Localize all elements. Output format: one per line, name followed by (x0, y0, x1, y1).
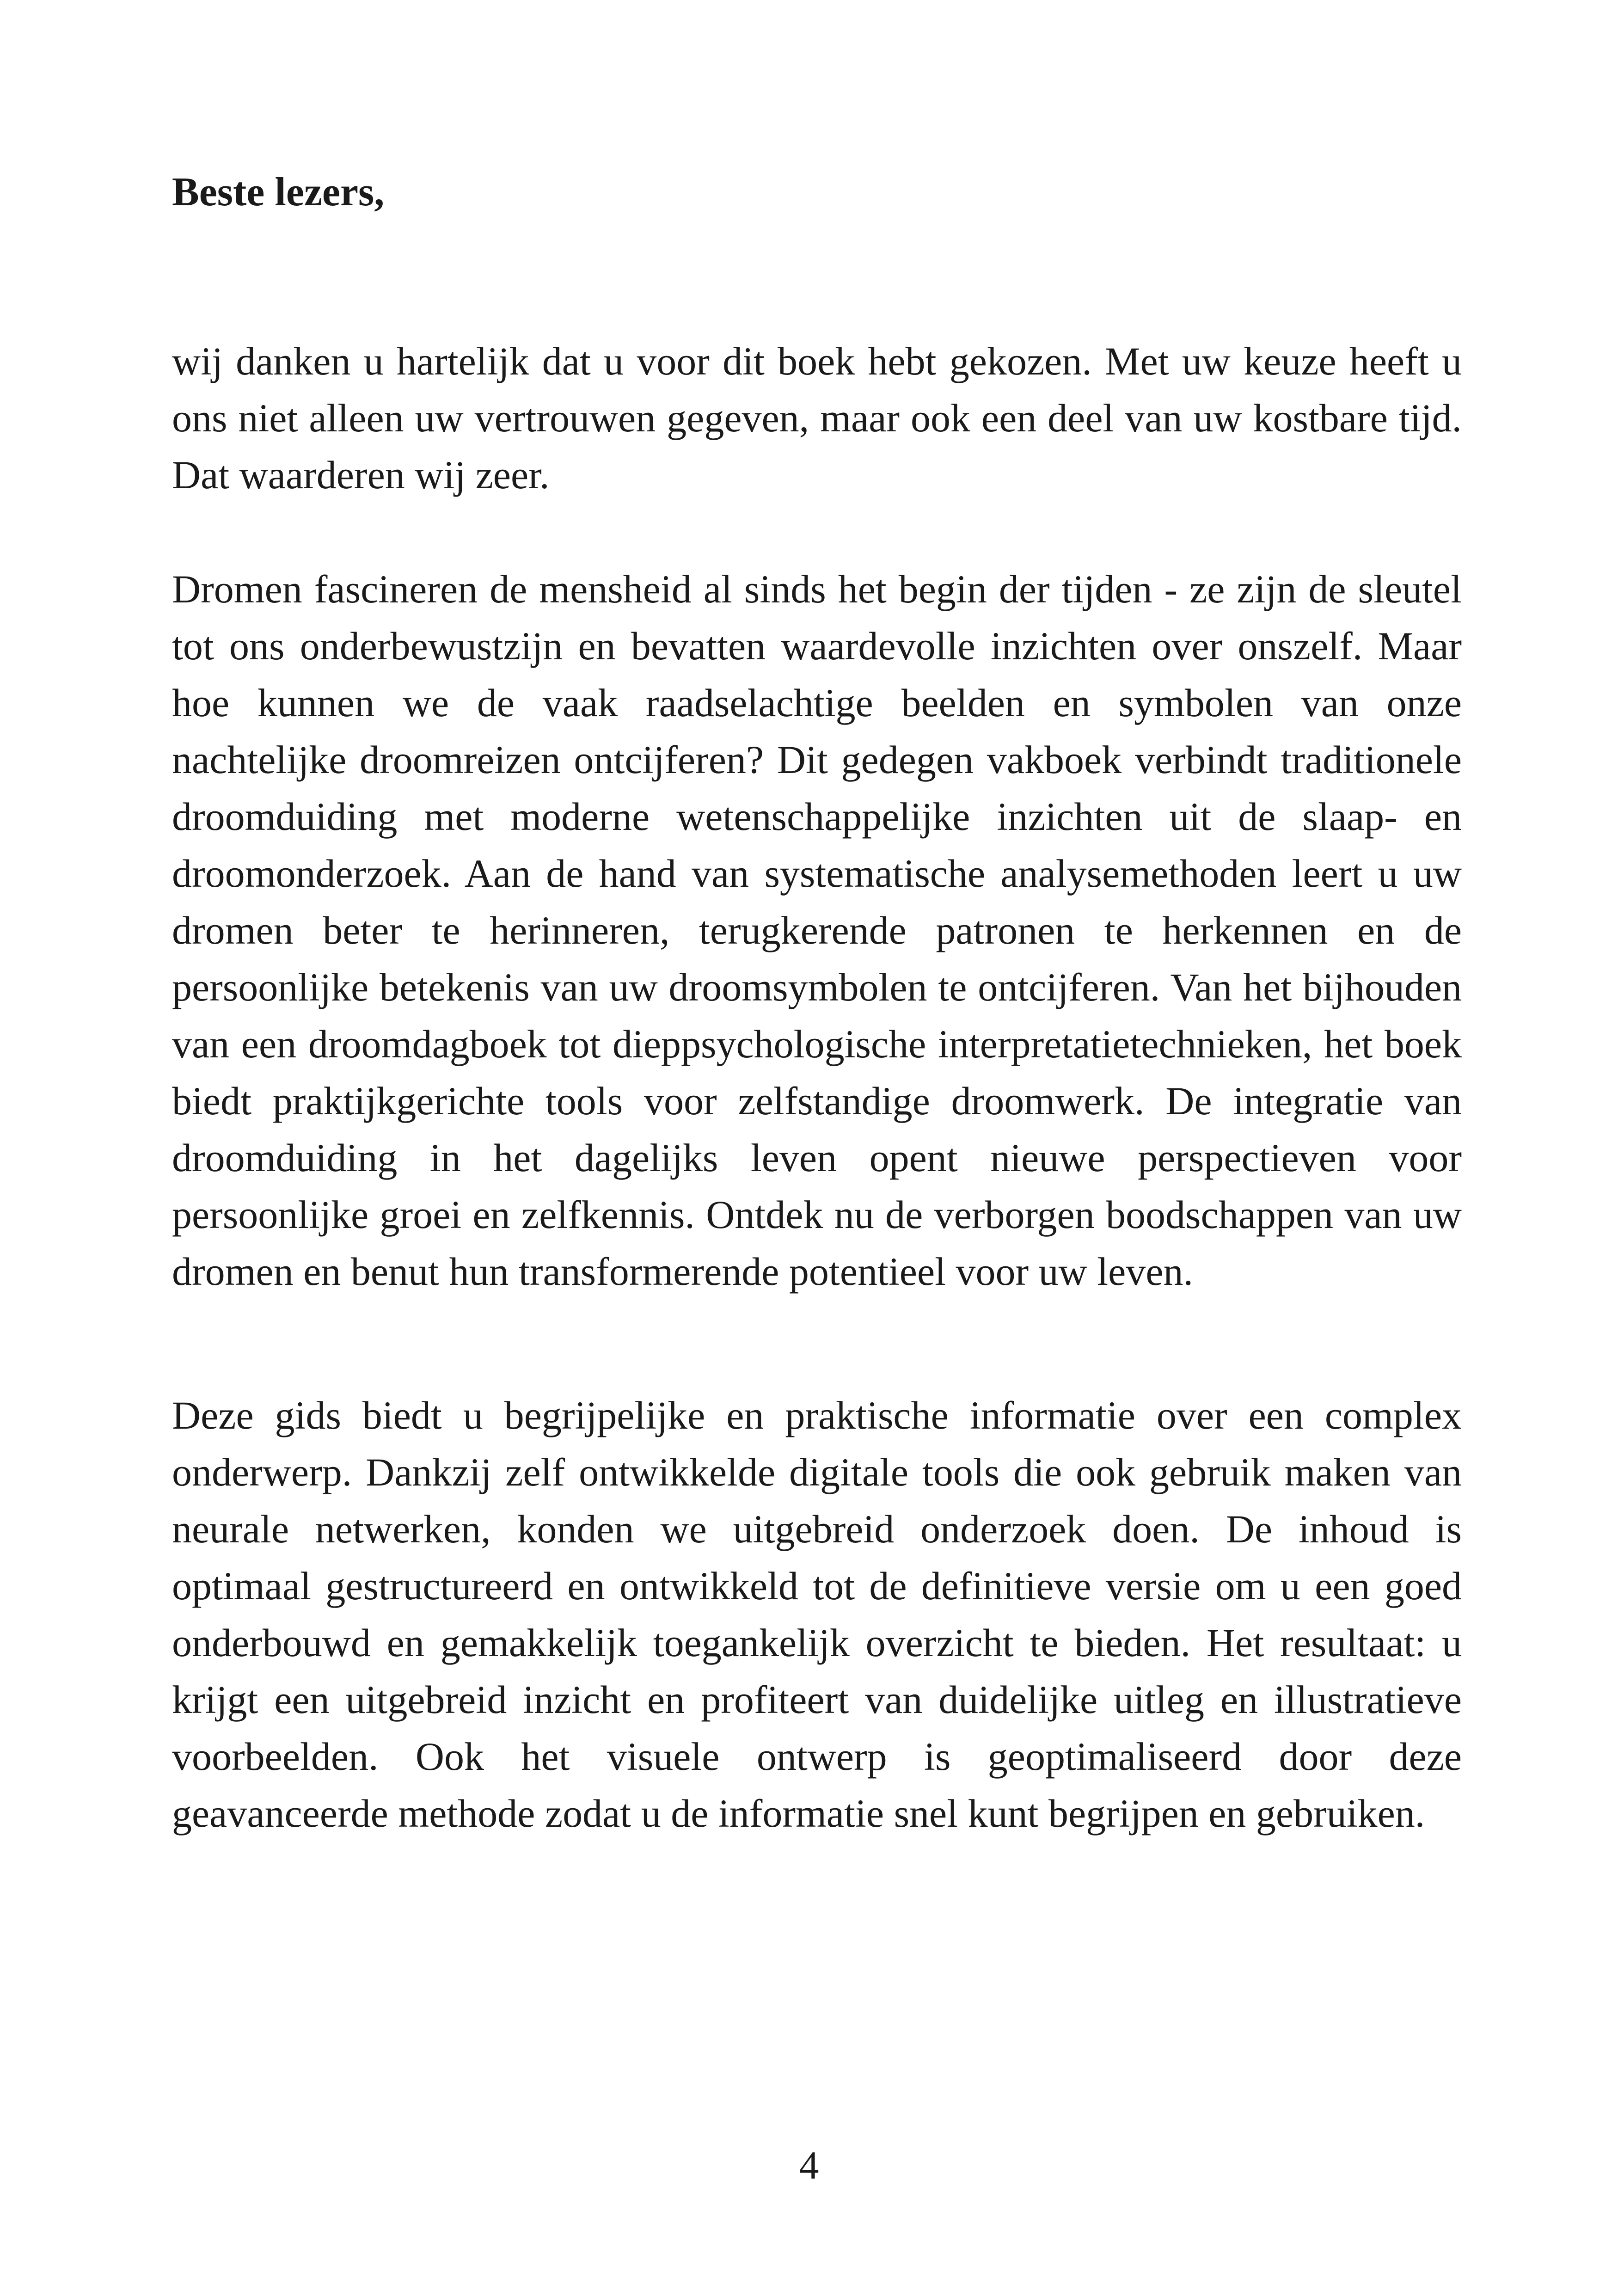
paragraph-guide: Deze gids biedt u begrijpelijke en praktische informatie over een complex onderwerp. Dankzij zelf ontwikkelde digitale tools die ook gebruik maken van neurale netwerken, konden we uitgebreid onderzoek doen. De inhoud is optimaal gestructureerd en ontwikkeld tot de definitieve versie om u een goed onderbouwd en gemakkelijk toegankelijk overzicht te bieden. Het resultaat: u krijgt een uitgebreid inzicht en profiteert van duidelijke uitleg en illustratieve voorbeelden. Ook het visuele ontwerp is geoptimaliseerd door deze geavanceerde methode zodat u de informatie snel kunt begrijpen en gebruiken. (172, 1393, 1462, 1836)
paragraph-thanks: wij danken u hartelijk dat u voor dit boek hebt gekozen. Met uw keuze heeft u ons niet alleen uw vertrouwen gegeven, maar ook een deel van uw kostbare tijd. Dat waarderen wij zeer. (172, 339, 1462, 497)
page-number: 4 (799, 2143, 819, 2187)
paragraph-dreams: Dromen fascineren de mensheid al sinds het begin der tijden - ze zijn de sleutel tot ons onderbewustzijn en bevatten waardevolle inzichten over onszelf. Maar hoe kunnen we de vaak raadselachtige beelden en symbolen van onze nachtelijke droomreizen ontcijferen? Dit gedegen vakboek verbindt traditionele droomduiding met moderne wetenschappelijke inzichten uit de slaap- en droomonderzoek. Aan de hand van systematische analysemethoden leert u uw dromen beter te herinneren, terugkerende patronen te herkennen en de persoonlijke betekenis van uw droomsymbolen te ontcijferen. Van het bijhouden van een droomdagboek tot dieppsychologische interpretatietechnieken, het boek biedt praktijkgerichte tools voor zelfstandige droomwerk. De integratie van droomduiding in het dagelijks leven opent nieuwe perspectieven voor persoonlijke groei en zelfkennis. Ontdek nu de verborgen boodschappen van uw dromen en benut hun transformerende potentieel voor uw leven. (172, 567, 1462, 1294)
salutation-heading: Beste lezers, (172, 170, 385, 215)
